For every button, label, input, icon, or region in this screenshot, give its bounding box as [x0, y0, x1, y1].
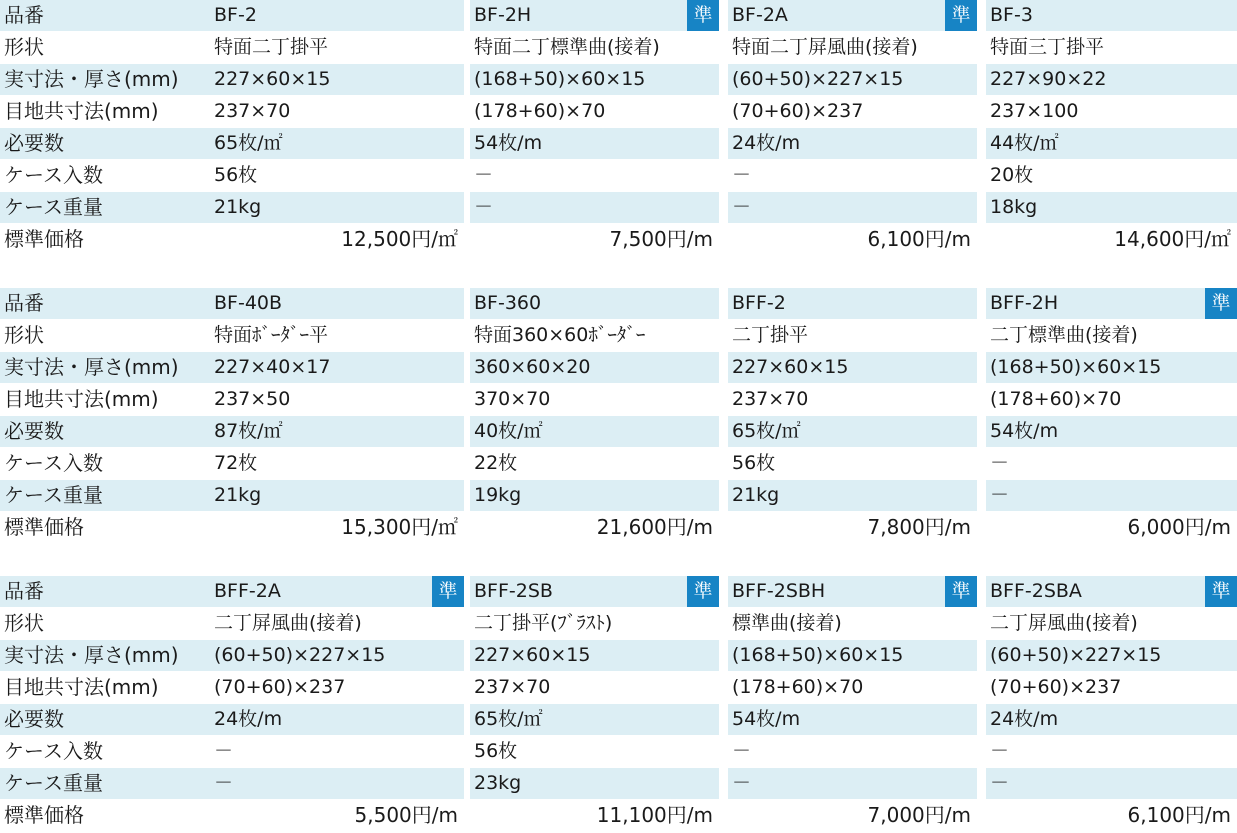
case-qty-value	[728, 736, 977, 767]
cell-text: －	[732, 772, 752, 794]
shape-value	[986, 608, 1237, 639]
shape-row	[0, 608, 1237, 639]
case-qty-value	[986, 736, 1237, 767]
product-code	[210, 0, 464, 31]
cell-text: －	[214, 740, 234, 762]
case-qty-value	[470, 448, 719, 479]
cell-text: 特面ﾎﾞｰﾀﾞｰ平	[214, 324, 329, 346]
cell-text: BFF-2A	[214, 580, 281, 602]
cell-text: －	[990, 772, 1010, 794]
size-value	[210, 640, 464, 671]
required-value	[470, 128, 719, 159]
cell-text: 65枚/㎡	[474, 708, 543, 730]
shape-row	[0, 32, 1237, 63]
cell-text: 360×60×20	[474, 356, 591, 378]
cell-text: 54枚/m	[732, 708, 801, 730]
price-value	[470, 224, 719, 255]
shape-value	[986, 320, 1237, 351]
cell-text: 6,100円/m	[1127, 803, 1231, 827]
price-value	[728, 224, 977, 255]
cell-text: 65枚/㎡	[732, 420, 801, 442]
case-weight-value	[470, 480, 719, 511]
standard-badge: 準	[432, 576, 464, 607]
row-label: 目地共寸法(mm)	[4, 99, 159, 123]
cell-text: 237×70	[474, 676, 551, 698]
required-qty-row	[0, 128, 1237, 159]
cell-text: 40枚/㎡	[474, 420, 543, 442]
cell-text: 72枚	[214, 452, 258, 474]
price-value	[210, 224, 464, 255]
joint-size-row	[0, 96, 1237, 127]
product-code-row	[0, 576, 1237, 607]
cell-text: －	[474, 196, 494, 218]
size-value	[728, 640, 977, 671]
shape-row	[0, 320, 1237, 351]
actual-size-row	[0, 64, 1237, 95]
case-count-row	[0, 160, 1237, 191]
price-value	[470, 512, 719, 543]
product-code-row	[0, 0, 1237, 31]
required-value	[470, 416, 719, 447]
case-weight-value	[986, 480, 1237, 511]
row-label: ケース入数	[4, 451, 103, 475]
cell-text: (60+50)×227×15	[214, 644, 386, 666]
cell-text: (60+50)×227×15	[732, 68, 904, 90]
required-qty-row	[0, 416, 1237, 447]
required-value	[210, 704, 464, 735]
actual-size-row	[0, 352, 1237, 383]
standard-price-row	[0, 224, 1237, 255]
product-code	[986, 288, 1237, 319]
case-weight-value	[470, 768, 719, 799]
cell-text: 56枚	[474, 740, 518, 762]
cell-text: 56枚	[732, 452, 776, 474]
row-label: ケース入数	[4, 163, 103, 187]
cell-text: －	[732, 196, 752, 218]
case-qty-value	[728, 160, 977, 191]
cell-text: 5,500円/m	[354, 803, 458, 827]
case-weight-value	[210, 192, 464, 223]
standard-badge: 準	[687, 576, 719, 607]
case-weight-value	[728, 480, 977, 511]
cell-text: 15,300円/㎡	[341, 515, 458, 539]
row-label: 実寸法・厚さ(mm)	[0, 64, 210, 95]
standard-badge: 準	[1205, 288, 1237, 319]
cell-text: 54枚/m	[474, 132, 543, 154]
cell-text: (168+50)×60×15	[990, 356, 1162, 378]
case-qty-value	[210, 448, 464, 479]
shape-value	[470, 32, 719, 63]
product-code	[986, 576, 1237, 607]
case-qty-value	[728, 448, 977, 479]
case-qty-value	[470, 736, 719, 767]
cell-text: (178+60)×70	[474, 100, 606, 122]
row-label: 標準価格	[4, 515, 84, 539]
price-value	[210, 800, 464, 831]
required-value	[728, 704, 977, 735]
row-label: ケース重量	[0, 768, 210, 799]
required-value	[210, 416, 464, 447]
size-value	[986, 640, 1237, 671]
cell-text: 二丁掛平	[732, 324, 809, 346]
cell-text: (70+60)×237	[732, 100, 864, 122]
cell-text: BF-2A	[732, 4, 788, 26]
row-label: 形状	[4, 611, 44, 635]
product-code-row	[0, 288, 1237, 319]
case-weight-row	[0, 192, 1237, 223]
case-weight-value	[728, 768, 977, 799]
cell-text: BF-2	[214, 4, 257, 26]
joint-value	[728, 384, 977, 415]
cell-text: (168+50)×60×15	[474, 68, 646, 90]
required-value	[728, 416, 977, 447]
cell-text: 21kg	[214, 196, 262, 218]
cell-text: 237×50	[214, 388, 291, 410]
case-weight-value	[210, 480, 464, 511]
joint-value	[210, 96, 464, 127]
cell-text: 237×70	[214, 100, 291, 122]
product-code	[986, 0, 1237, 31]
cell-text: 12,500円/㎡	[341, 227, 458, 251]
cell-text: 二丁屏風曲(接着)	[214, 612, 362, 634]
product-code	[728, 0, 977, 31]
row-label: 実寸法・厚さ(mm)	[0, 640, 210, 671]
cell-text: 6,100円/m	[867, 227, 971, 251]
cell-text: 7,800円/m	[867, 515, 971, 539]
shape-value	[470, 608, 719, 639]
cell-text: 19kg	[474, 484, 522, 506]
cell-text: 20枚	[990, 164, 1034, 186]
row-label: 必要数	[0, 416, 210, 447]
cell-text: (178+60)×70	[732, 676, 864, 698]
price-value	[470, 800, 719, 831]
cell-text: 370×70	[474, 388, 551, 410]
shape-value	[210, 608, 464, 639]
cell-text: 87枚/㎡	[214, 420, 283, 442]
row-label: 目地共寸法(mm)	[4, 675, 159, 699]
size-value	[986, 64, 1237, 95]
size-value	[986, 352, 1237, 383]
joint-value	[470, 384, 719, 415]
size-value	[470, 352, 719, 383]
product-code	[470, 0, 719, 31]
shape-value	[728, 320, 977, 351]
joint-size-row	[0, 384, 1237, 415]
actual-size-row	[0, 640, 1237, 671]
row-label: ケース入数	[4, 739, 103, 763]
cell-text: －	[214, 772, 234, 794]
cell-text: BF-360	[474, 292, 542, 314]
required-qty-row	[0, 704, 1237, 735]
cell-text: 237×70	[732, 388, 809, 410]
product-code	[470, 576, 719, 607]
joint-value	[210, 384, 464, 415]
cell-text: 特面二丁標準曲(接着)	[474, 36, 660, 58]
price-value	[210, 512, 464, 543]
cell-text: 21,600円/m	[596, 515, 713, 539]
cell-text: BF-40B	[214, 292, 283, 314]
cell-text: 227×90×22	[990, 68, 1107, 90]
cell-text: (60+50)×227×15	[990, 644, 1162, 666]
cell-text: －	[474, 164, 494, 186]
cell-text: BFF-2	[732, 292, 786, 314]
case-count-row	[0, 448, 1237, 479]
case-weight-row	[0, 768, 1237, 799]
row-label: 品番	[0, 288, 210, 319]
cell-text: －	[990, 452, 1010, 474]
case-weight-value	[986, 768, 1237, 799]
row-label: ケース重量	[0, 192, 210, 223]
joint-value	[986, 384, 1237, 415]
cell-text: 特面二丁掛平	[214, 36, 329, 58]
required-value	[986, 128, 1237, 159]
case-qty-value	[210, 160, 464, 191]
row-label: 目地共寸法(mm)	[4, 387, 159, 411]
row-label: 必要数	[0, 128, 210, 159]
cell-text: －	[990, 740, 1010, 762]
size-value	[728, 64, 977, 95]
joint-value	[470, 672, 719, 703]
case-count-row	[0, 736, 1237, 767]
joint-value	[728, 96, 977, 127]
row-label: 必要数	[0, 704, 210, 735]
price-value	[986, 512, 1237, 543]
cell-text: 特面360×60ﾎﾞｰﾀﾞｰ	[474, 324, 646, 346]
cell-text: 7,000円/m	[867, 803, 971, 827]
cell-text: (168+50)×60×15	[732, 644, 904, 666]
required-value	[986, 416, 1237, 447]
cell-text: 特面二丁屏風曲(接着)	[732, 36, 918, 58]
product-code	[728, 576, 977, 607]
size-value	[470, 64, 719, 95]
shape-value	[210, 320, 464, 351]
joint-value	[470, 96, 719, 127]
standard-badge: 準	[687, 0, 719, 31]
case-weight-value	[470, 192, 719, 223]
standard-badge: 準	[945, 0, 977, 31]
cell-text: 227×60×15	[732, 356, 849, 378]
cell-text: 11,100円/m	[596, 803, 713, 827]
case-qty-value	[470, 160, 719, 191]
cell-text: 14,600円/㎡	[1114, 227, 1231, 251]
cell-text: (70+60)×237	[990, 676, 1122, 698]
case-qty-value	[210, 736, 464, 767]
cell-text: 227×60×15	[214, 68, 331, 90]
cell-text: 二丁標準曲(接着)	[990, 324, 1138, 346]
row-label: ケース重量	[0, 480, 210, 511]
cell-text: 24枚/m	[214, 708, 283, 730]
cell-text: 特面三丁掛平	[990, 36, 1105, 58]
joint-value	[728, 672, 977, 703]
cell-text: 65枚/㎡	[214, 132, 283, 154]
case-weight-value	[728, 192, 977, 223]
cell-text: BFF-2SBA	[990, 580, 1082, 602]
row-label: 標準価格	[4, 227, 84, 251]
joint-value	[210, 672, 464, 703]
case-qty-value	[986, 160, 1237, 191]
joint-value	[986, 96, 1237, 127]
price-value	[986, 800, 1237, 831]
row-label: 標準価格	[4, 803, 84, 827]
standard-price-row	[0, 800, 1237, 831]
cell-text: 二丁掛平(ﾌﾞﾗｽﾄ)	[474, 612, 613, 634]
shape-value	[728, 32, 977, 63]
price-value	[728, 800, 977, 831]
cell-text: －	[990, 484, 1010, 506]
case-weight-row	[0, 480, 1237, 511]
row-label: 品番	[0, 0, 210, 31]
cell-text: (70+60)×237	[214, 676, 346, 698]
required-value	[470, 704, 719, 735]
cell-text: BFF-2H	[990, 292, 1059, 314]
required-value	[210, 128, 464, 159]
cell-text: 二丁屏風曲(接着)	[990, 612, 1138, 634]
price-value	[728, 512, 977, 543]
cell-text: 標準曲(接着)	[732, 612, 842, 634]
cell-text: 7,500円/m	[609, 227, 713, 251]
row-label: 品番	[0, 576, 210, 607]
cell-text: 6,000円/m	[1127, 515, 1231, 539]
size-value	[210, 352, 464, 383]
cell-text: 54枚/m	[990, 420, 1059, 442]
cell-text: 237×100	[990, 100, 1079, 122]
cell-text: 23kg	[474, 772, 522, 794]
standard-price-row	[0, 512, 1237, 543]
standard-badge: 準	[945, 576, 977, 607]
cell-text: －	[732, 740, 752, 762]
product-code	[210, 288, 464, 319]
shape-value	[470, 320, 719, 351]
required-value	[728, 128, 977, 159]
joint-value	[986, 672, 1237, 703]
cell-text: －	[732, 164, 752, 186]
size-value	[728, 352, 977, 383]
cell-text: 56枚	[214, 164, 258, 186]
cell-text: BFF-2SBH	[732, 580, 826, 602]
cell-text: 22枚	[474, 452, 518, 474]
case-weight-value	[986, 192, 1237, 223]
cell-text: 24枚/m	[990, 708, 1059, 730]
row-label: 形状	[4, 35, 44, 59]
price-value	[986, 224, 1237, 255]
shape-value	[986, 32, 1237, 63]
cell-text: BFF-2SB	[474, 580, 553, 602]
joint-size-row	[0, 672, 1237, 703]
product-code	[210, 576, 464, 607]
cell-text: 227×40×17	[214, 356, 331, 378]
standard-badge: 準	[1205, 576, 1237, 607]
cell-text: BF-3	[990, 4, 1033, 26]
cell-text: 18kg	[990, 196, 1038, 218]
product-code	[470, 288, 719, 319]
cell-text: 227×60×15	[474, 644, 591, 666]
cell-text: 21kg	[214, 484, 262, 506]
cell-text: 21kg	[732, 484, 780, 506]
product-code	[728, 288, 977, 319]
row-label: 実寸法・厚さ(mm)	[0, 352, 210, 383]
required-value	[986, 704, 1237, 735]
row-label: 形状	[4, 323, 44, 347]
shape-value	[210, 32, 464, 63]
case-weight-value	[210, 768, 464, 799]
cell-text: (178+60)×70	[990, 388, 1122, 410]
size-value	[210, 64, 464, 95]
cell-text: 44枚/㎡	[990, 132, 1059, 154]
cell-text: BF-2H	[474, 4, 532, 26]
case-qty-value	[986, 448, 1237, 479]
shape-value	[728, 608, 977, 639]
cell-text: 24枚/m	[732, 132, 801, 154]
size-value	[470, 640, 719, 671]
